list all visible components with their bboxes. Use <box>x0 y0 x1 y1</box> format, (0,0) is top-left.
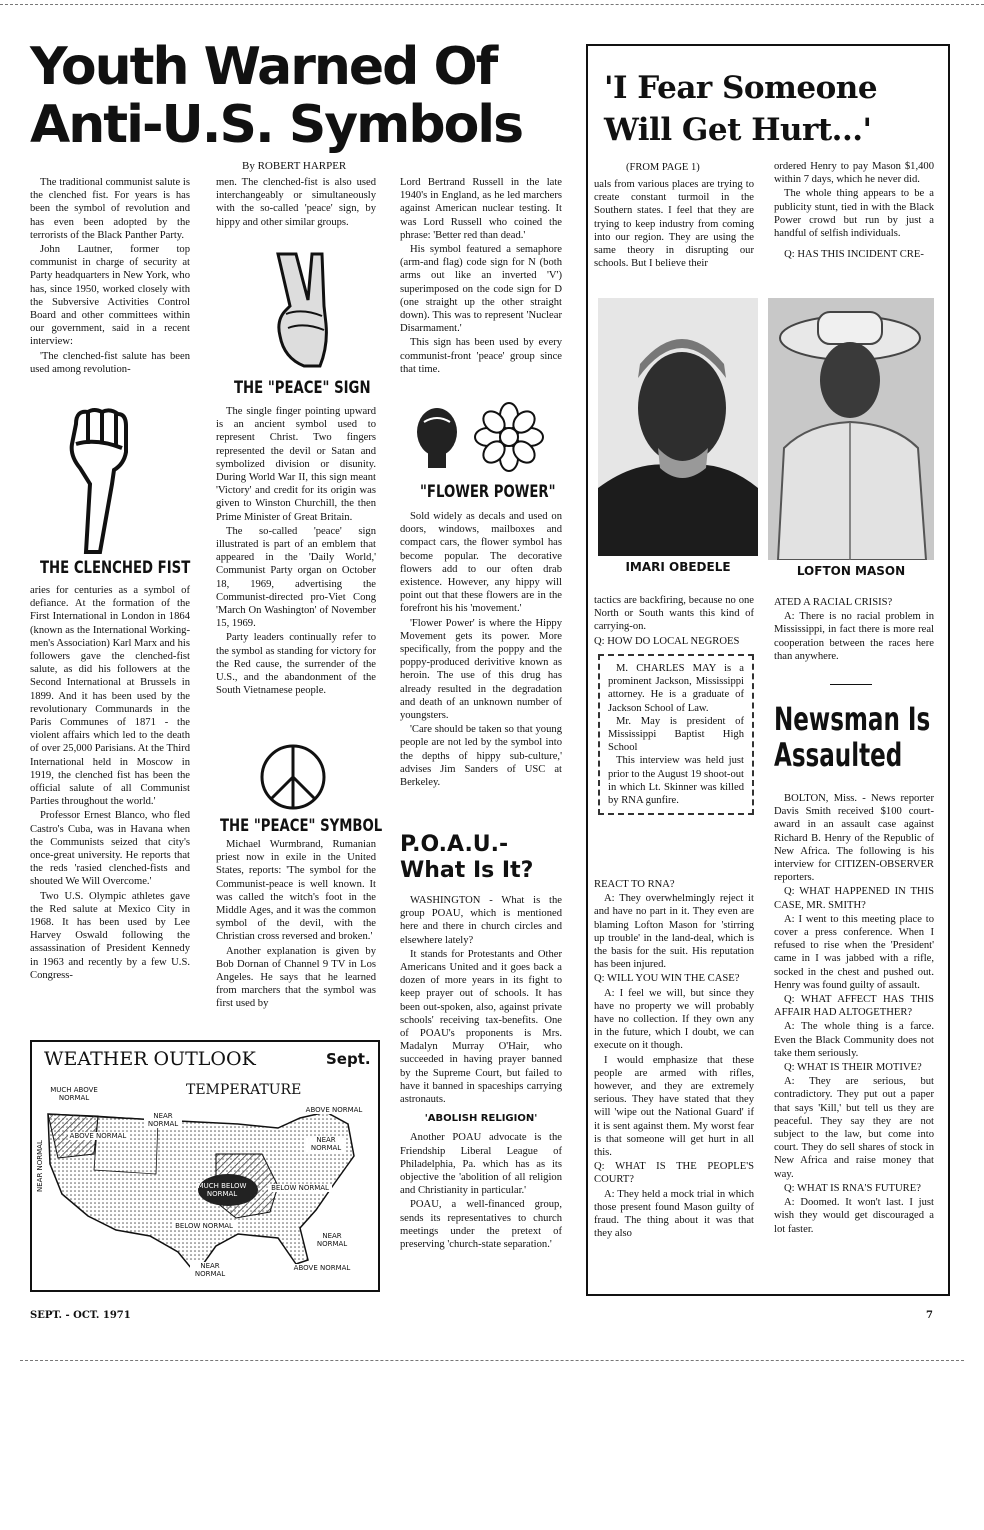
weather-title: WEATHER OUTLOOK <box>44 1048 256 1070</box>
from-page: (FROM PAGE 1) <box>626 162 700 173</box>
question: Q: HOW DO LOCAL NEGROES <box>594 635 740 647</box>
photo-caption-obedele: IMARI OBEDELE <box>625 560 731 574</box>
page-number: 7 <box>926 1310 933 1321</box>
map-label: NEAR NORMAL <box>190 1262 230 1278</box>
answer: A: I went to this meeting place to cover a press conference. When I refused to rise when the 'President' came in I was jabbed with a rifle, socked in the chest and pushed out. Henry was found guilty of assault. <box>774 913 934 991</box>
paragraph: It stands for Protestants and Other Americans United and it goes back a dozen of more years in its fight to keep prayer out of schools. It has been out-spoken, also, against private schools' receiving tax-benefits. One of POAU's proponents is Mrs. Madalyn Murray O'Hair, who succeeded in having prayer banned by the Supreme Court, but failed to have it banned in spaceships carrying astronauts. <box>400 948 562 1106</box>
paragraph: The whole thing appears to be a publicity stunt, tied in with the Black Power crowd but run by just a handful of selfish individuals. <box>774 188 934 240</box>
paragraph: The traditional communist salute is the clenched fist. For years is has been the symbol of revolution and has even been adopted by the terrorists of the Black Panther Party. <box>30 177 190 241</box>
question: Q: WHAT IS RNA'S FUTURE? <box>784 1182 921 1194</box>
peace-symbol-caption: THE "PEACE" SYMBOL <box>220 816 383 836</box>
answer: A: I feel we will, but since they have no property we will probably have no collection. If they own any in the future, which I doubt, we can execute on it though. <box>594 987 754 1052</box>
left-col-3-bottom <box>400 510 562 790</box>
clenched-fist-small-icon <box>414 404 460 468</box>
left-col-3-top <box>400 176 562 377</box>
poau-subhead: 'ABOLISH RELIGION' <box>424 1113 538 1125</box>
right-col-2-top <box>774 160 934 262</box>
paragraph: M. CHARLES MAY is a prominent Jackson, Mississippi attorney. He is a graduate of Jackson School of Law. <box>608 663 744 714</box>
question: Q: WILL YOU WIN THE CASE? <box>594 973 740 985</box>
paragraph: BOLTON, Miss. - News reporter Davis Smith received $100 court-award in an assault case against Richard B. Henry of the Republic of New Africa. The following is his interview for CITIZEN-OBSERVER reporters. <box>774 793 934 884</box>
weather-box <box>30 1040 380 1292</box>
left-col-1-bottom <box>30 584 190 983</box>
paragraph: men. The clenched-fist is also used interchangeably or simultaneously with the so-called 'peace' sign, by hippy and other similar groups. <box>216 177 376 228</box>
right-col-2-bottom <box>774 792 934 1237</box>
map-label: ABOVE NORMAL <box>290 1264 354 1272</box>
map-label: NEAR NORMAL <box>36 1132 44 1192</box>
paragraph: Professor Ernest Blanco, who fled Castro's Cuba, was in Havana when the Communists seized that city's once-great university. He reports that the reds 'rasied clenched-fists and shouted We Will Overcome.' <box>30 810 190 888</box>
answer: A: The whole thing is a farce. Even the Black Community does not take them seriously. <box>774 1021 934 1059</box>
bio-box <box>598 654 754 815</box>
peace-symbol-icon <box>258 742 328 812</box>
right-headline-1: 'I Fear Someone <box>604 70 878 106</box>
photo-caption-mason: LOFTON MASON <box>796 564 906 578</box>
map-label: NEAR NORMAL <box>306 1136 346 1152</box>
question: Q: WHAT IS THE PEOPLE'S COURT? <box>594 1161 754 1186</box>
map-label: BELOW NORMAL <box>268 1184 332 1192</box>
paragraph: Another explanation is given by Bob Dornan of Channel 9 TV in Los Angeles. He says that he learned from marchers that the symbol was first used by <box>216 945 376 1010</box>
paragraph: WASHINGTON - What is the group POAU, which is mentioned here and there in church circles and elsewhere lately? <box>400 895 562 946</box>
answer: A: They held a mock trial in which those present found Mason guilty of fraud. The thing about it was that they also <box>594 1188 754 1240</box>
paragraph: The single finger pointing upward is an ancient symbol used to represent Christ. Two fingers represented the devil or Satan and symbolized division or disunity. During World War II, this sign meant 'Victory' and credit for its origin was given to Winston Churchill, the then Prime Minister of Great Britain. <box>216 406 376 523</box>
paragraph: tactics are backfiring, because no one North or South wants this kind of carrying-on. <box>594 595 754 633</box>
paragraph: His symbol featured a semaphore (arm-and flag) code sign for N (both arms out like an inverted 'V') superimposed on the code sign for D (one straight up the other straight down). This was to represent 'Nuclear Disarmament.' <box>400 244 562 335</box>
paragraph: This sign has been used by every communist-front 'peace' group since that time. <box>400 337 562 375</box>
left-col-1-top <box>30 176 190 377</box>
top-rule <box>0 4 984 5</box>
paragraph: aries for centuries as a symbol of defiance. At the formation of the First International in London in 1864 (known as the International Working-men's Association) Karl Marx and his followers gave the clenched-fist salute, as did his followers at the Second International at Brussels in 1899. And it has been used by the revolutionary Communards in the Paris Communes of 1871 - the violent affairs which led to the death of over 25,000 Parisians. At the Third International held in Moscow in 1919, the clenched fist has been the official salute of all Communist Parties throughout the world.' <box>30 585 190 808</box>
question: ATED A RACIAL CRISIS? <box>774 597 893 608</box>
paragraph: I would emphasize that these people are armed with rifles, however, and they are extremely serious. They have stated that they will 'wipe out the National Guard' if it is sent against them. My worst fear is that someone will get hurt in all this. <box>594 1054 754 1159</box>
paragraph: This interview was held just prior to the August 19 shoot-out in which Lt. Skinner was killed by RNA gunfire. <box>608 755 744 807</box>
clenched-fist-icon <box>60 404 140 554</box>
left-col-2-top <box>216 176 376 230</box>
paragraph: 'Flower Power' is where the Hippy Movement gets its power. More specifically, from the poppy and the poppy-produced derivitive known as heroin. The use of this drug has already resulted in the degradation and death of an unknown number of youngsters. <box>400 617 562 722</box>
map-label: ABOVE NORMAL <box>69 1132 127 1140</box>
peace-sign-caption: THE "PEACE" SIGN <box>234 378 371 398</box>
newsman-headline-2: Assaulted <box>774 736 903 774</box>
headline-line-2: Anti-U.S. Symbols <box>30 95 523 155</box>
poau-headline-1: P.O.A.U.- <box>400 832 509 857</box>
portrait-photo-obedele <box>598 298 758 556</box>
map-label: MUCH BELOW NORMAL <box>197 1182 247 1198</box>
left-col-2-bottom <box>216 838 376 1012</box>
map-label: ABOVE NORMAL <box>302 1106 366 1114</box>
right-col-1-top <box>594 178 754 271</box>
question: Q: WHAT IS THEIR MOTIVE? <box>784 1062 922 1074</box>
weather-subtitle: TEMPERATURE <box>186 1082 302 1098</box>
paragraph: John Lautner, former top communist in charge of security at Party headquarters in New York, who has, since 1950, worked closely with the Subversive Activities Control Board and other committees within our government, said in a recent interview: <box>30 244 190 348</box>
paragraph: Mr. May is president of Mississippi Baptist High School <box>608 715 744 754</box>
right-col-1-mid <box>594 594 754 649</box>
map-label: MUCH ABOVE NORMAL <box>46 1086 102 1102</box>
portrait-photo-mason <box>768 298 934 560</box>
left-col-2-mid <box>216 405 376 698</box>
question: REACT TO RNA? <box>594 879 675 890</box>
paragraph: Another POAU advocate is the Friendship Liberal League of Philadelphia, Pa. which has as its objective the 'abolition of all religion and Christianity in particular.' <box>400 1132 562 1197</box>
paragraph: Sold widely as decals and used on doors, windows, mailboxes and compact cars, the flower symbol has become popular. The decorative flowers add to our often drab existence. However, any hippy will point out that these flowers are in the forefront his his 'movement.' <box>400 511 562 615</box>
flower-icon <box>474 402 544 472</box>
fist-caption: THE CLENCHED FIST <box>40 558 191 578</box>
paragraph: Michael Wurmbrand, Rumanian priest now in exile in the United States, reports: 'The symbol for the Communist-peace is well known. It was called the witch's foot in the Middle Ages, and it was the common symbol of the devil, with the Christian cross reversed and broken.' <box>216 839 376 943</box>
poau-body <box>400 894 562 1252</box>
newsman-headline-1: Newsman Is <box>774 700 931 738</box>
byline: By ROBERT HARPER <box>242 160 347 172</box>
question: Q: WHAT AFFECT HAS THIS AFFAIR HAD ALTOGETHER? <box>774 994 934 1019</box>
paragraph: POAU, a well-financed group, sends its representatives to church meetings under the pretext of preserving 'church-state separation.' <box>400 1199 562 1251</box>
flower-caption: "FLOWER POWER" <box>420 482 556 502</box>
paragraph: The so-called 'peace' sign illustrated is part of an emblem that appeared in the 'Daily World,' Communist Party organ on October 18, 1969, advertising the Communist-directed pro-Viet Cong 'March On Washington' of November 15, 1969. <box>216 525 376 630</box>
divider <box>830 684 872 685</box>
answer: A: They overwhelmingly reject it and have no part in it. They even are blaming Lofton Mason for 'stirring up trouble' in the land-deal, which is the basis for the suit. His reputation has been injured. <box>594 893 754 971</box>
answer: A: There is no racial problem in Mississippi, in fact there is more real cooperation between the races here than anywhere. <box>774 611 934 662</box>
paragraph: 'The clenched-fist salute has been used among revolution- <box>30 350 190 375</box>
map-label: NEAR NORMAL <box>144 1112 182 1128</box>
paragraph: 'Care should be taken so that young people are not led by the symbol into the depths of hippy sub-culture,' advises Jim Sanders of USC at Berkeley. <box>400 724 562 789</box>
map-label: NEAR NORMAL <box>312 1232 352 1248</box>
paragraph: ordered Henry to pay Mason $1,400 within 7 days, which he never did. <box>774 161 934 186</box>
headline-line-1: Youth Warned Of <box>30 37 497 97</box>
right-headline-2: Will Get Hurt...' <box>604 112 872 148</box>
right-col-2-mid <box>774 596 934 664</box>
bottom-rule <box>20 1360 964 1361</box>
footer-date: SEPT. - OCT. 1971 <box>30 1310 131 1321</box>
poau-headline-2: What Is It? <box>400 858 534 883</box>
answer: A: Doomed. It won't last. I just wish they would get discouraged a lot faster. <box>774 1197 934 1235</box>
weather-month: Sept. <box>326 1050 371 1068</box>
paragraph: Lord Bertrand Russell in the late 1940's in England, as he led marchers against American nuclear testing. It was Lord Russell who coined the phrase: 'Better red than dead.' <box>400 177 562 241</box>
right-col-1-bottom <box>594 878 754 1241</box>
paragraph: uals from various places are trying to create constant turmoil in the Southern states. I feel that they are trying to keep industry from coming into our region. They are using the same theory in disrupting our schools. But I believe their <box>594 179 754 270</box>
peace-sign-hand-icon <box>268 250 332 372</box>
map-label: BELOW NORMAL <box>172 1222 236 1230</box>
question: Q: WHAT HAPPENED IN THIS CASE, MR. SMITH? <box>774 886 934 911</box>
paragraph: Two U.S. Olympic athletes gave the Red salute at Mexico City in 1968. It has been used by Lee Harvey Oswald following the assassination of President Kennedy in 1963 and recently by a few U.S. Congress- <box>30 890 190 981</box>
paragraph: Party leaders continually refer to the symbol as standing for victory for the Red cause, the surrender of the U.S., and the abandonment of the South Vietnamese people. <box>216 632 376 697</box>
answer: A: They are serious, but contradictory. They put out a paper that says 'Kill,' but tell us they are peaceful. They say they are not subject to the law, but come into court. They do sell shares of stock in New Africa and raise money that way. <box>774 1076 934 1180</box>
question: Q: HAS THIS INCIDENT CRE- <box>784 249 924 261</box>
